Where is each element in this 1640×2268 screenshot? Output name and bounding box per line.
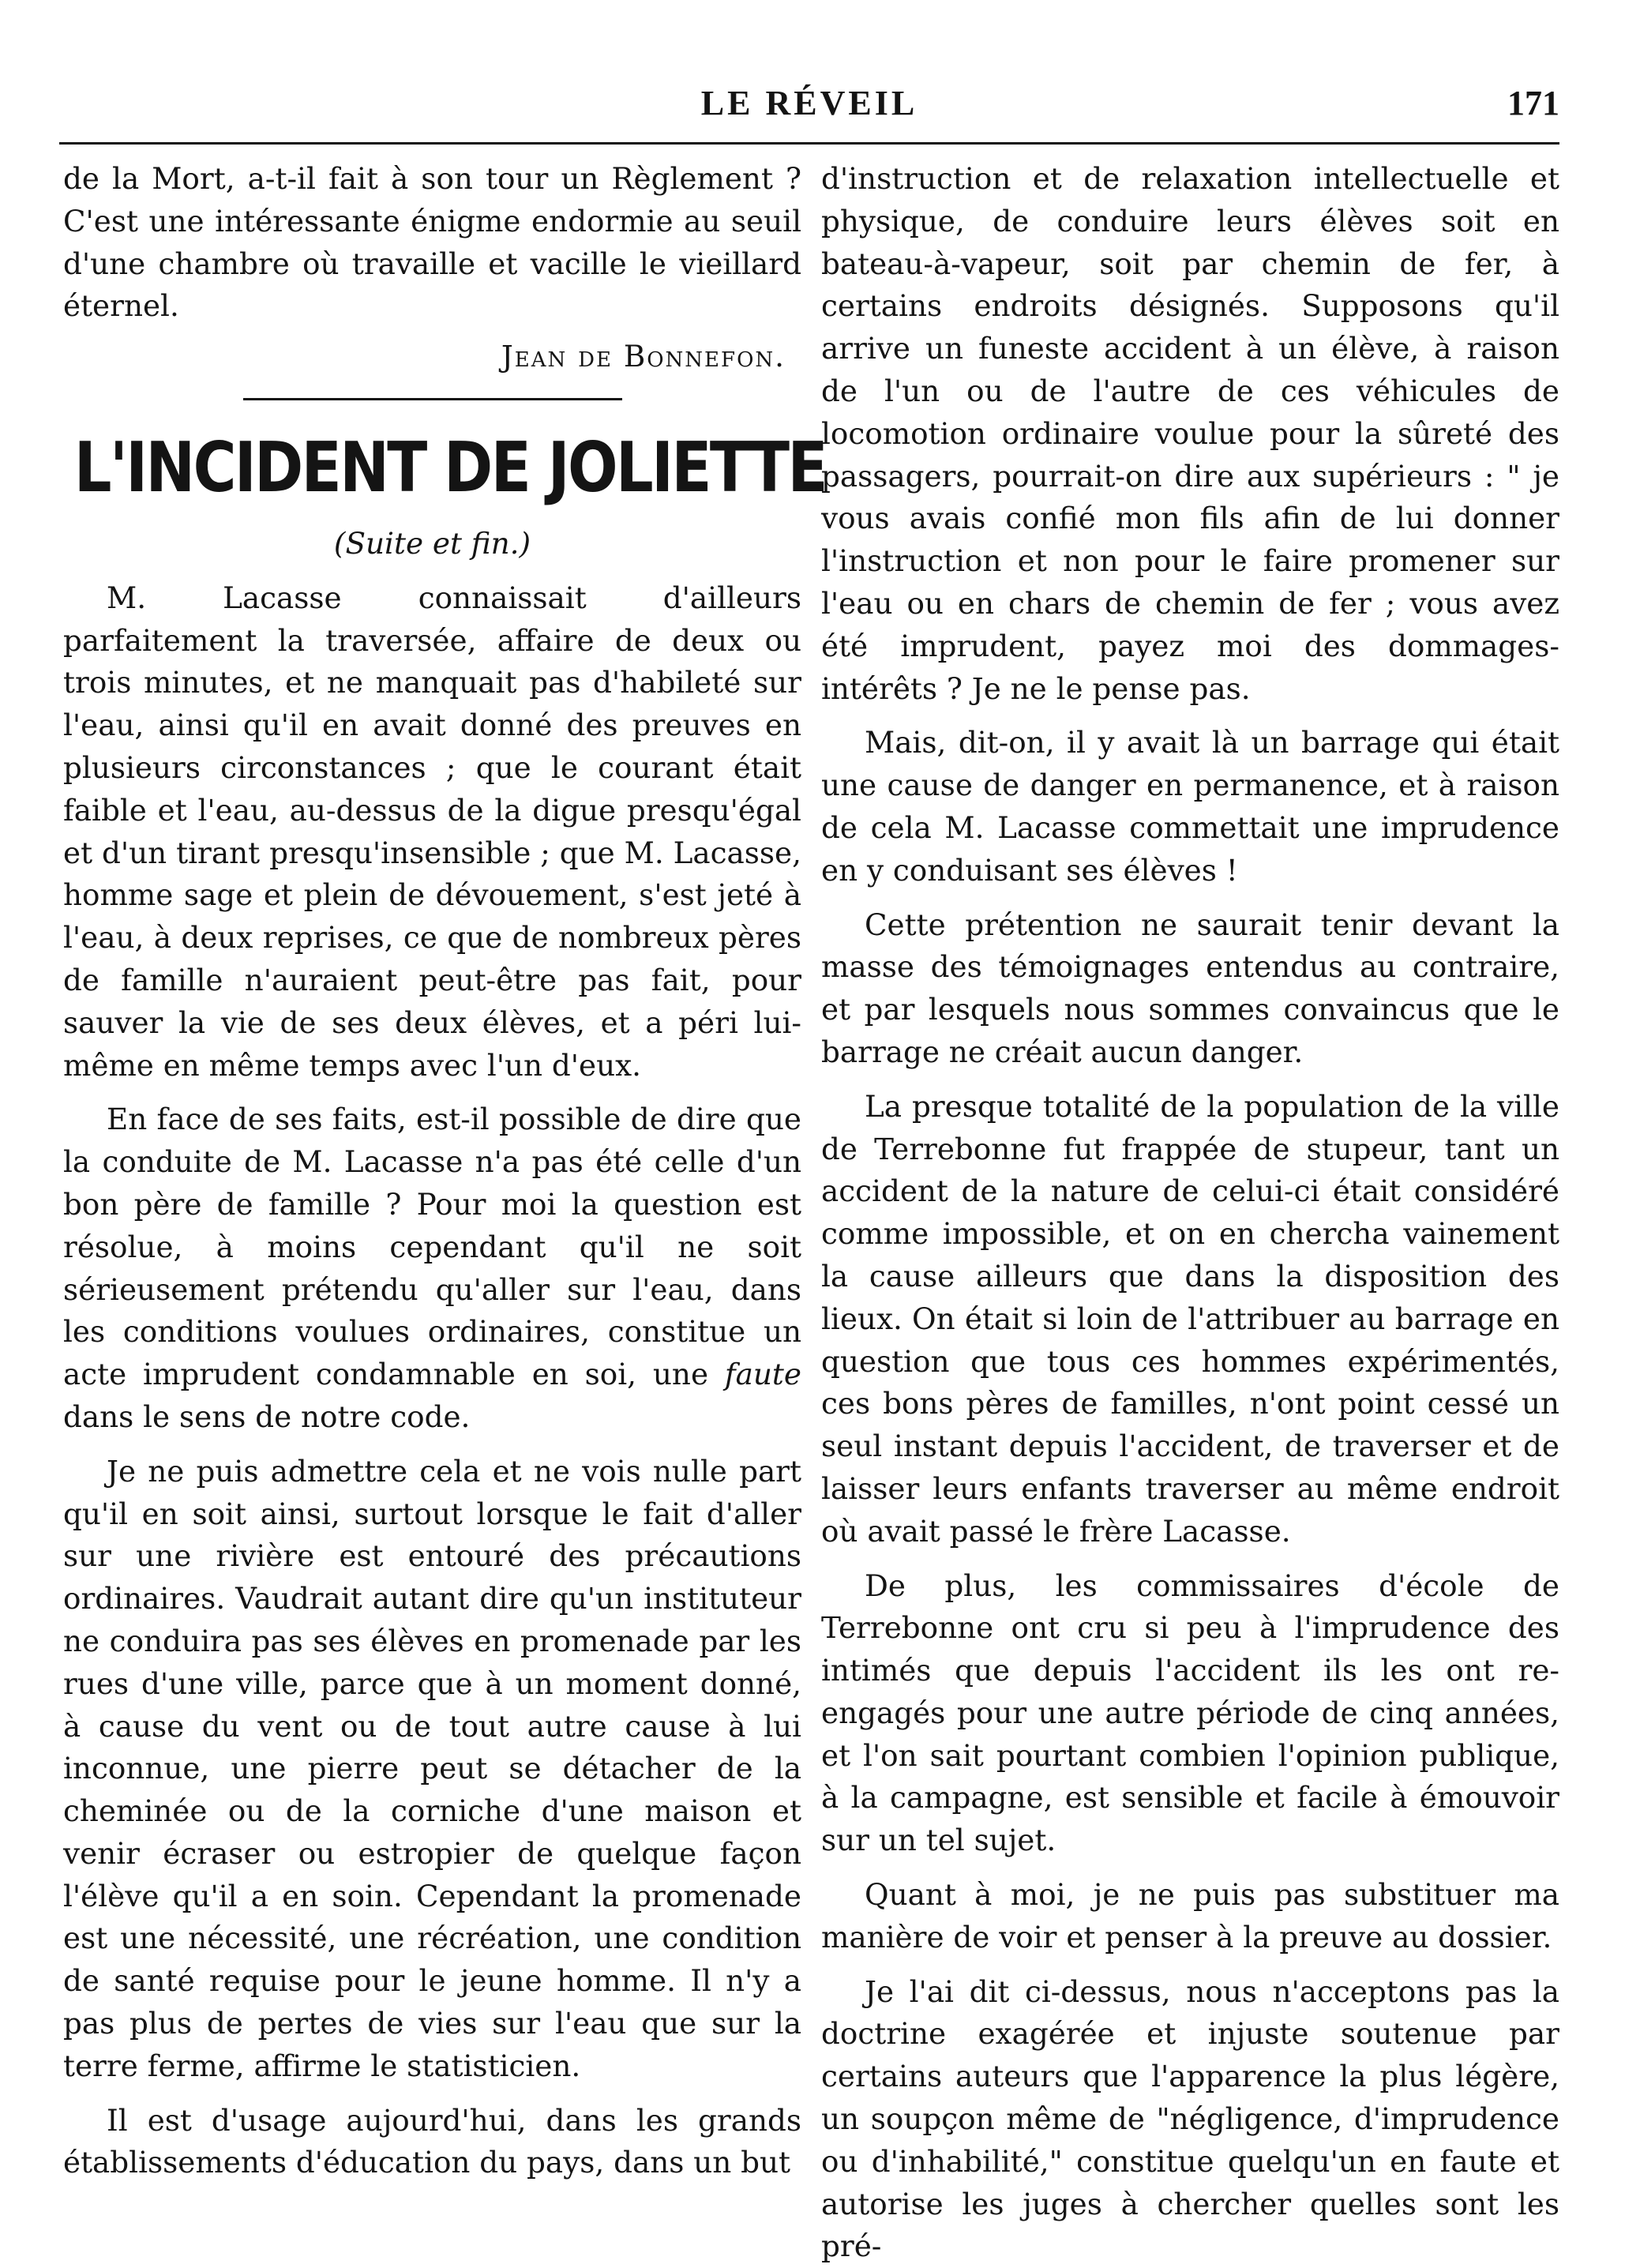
paragraph: M. Lacasse connaissait d'ailleurs parfaitement la traversée, affaire de deux ou trois minutes, et ne manquait pas d'habileté sur l'eau, ainsi qu'il en avait donné des preuves en plusieurs circonstances ; que le courant était faible et l'eau, au-dessus de la digue presqu'égal et d'un tirant presqu'insensible ; que M. Lacasse, homme sage et plein de dévouement, s'est jeté à l'eau, à deux reprises, ce que de nombreux pères de famille n'auraient peut-être pas fait, pour sauver la vie de ses deux élèves, et a péri lui-même en même temps avec l'un d'eux.	[63, 580, 801, 1083]
page-number: 171	[1507, 84, 1559, 122]
author-signature: Jean de Bonnefon.	[501, 339, 786, 374]
paragraph	[63, 1098, 801, 1438]
paragraph: Je l'ai dit ci-dessus, nous n'acceptons pas la doctrine exagérée et injuste soutenue par certains auteurs que l'apparence la plus légère, un soupçon même de "négligence, d'imprudence ou d'inhabilité," constitue quelqu'un en faute et autorise les juges à chercher quelles sont les pré-	[821, 1973, 1559, 2264]
article-divider	[243, 398, 622, 400]
right-column	[821, 158, 1559, 2268]
paragraph: La presque totalité de la population de la ville de Terrebonne fut frappée de stupeur, tant un accident de la nature de celui-ci était considéré comme impossible, et on en chercha vainement la cause ailleurs que dans la disposition des lieux. On était si loin de l'attribuer au barrage en question que tous ces hommes expérimentés, ces bons pères de familles, n'ont point cessé un seul instant depuis l'accident, de traverser et de laisser leurs enfants traverser au même endroit où avait passé le frère Lacasse.	[821, 1088, 1559, 1549]
previous-article-ending: de la Mort, a-t-il fait à son tour un Règlement ? C'est une intéressante énigme endormie au seuil d'une chambre où travaille et vacille le vieillard éternel.	[63, 161, 801, 324]
paragraph: De plus, les commissaires d'école de Terrebonne ont cru si peu à l'imprudence des intimés que depuis l'accident ils les ont re-engagés pour une autre période de cinq années, et l'on sait pourtant combien l'opinion publique, à la campagne, est sensible et facile à émouvoir sur un tel sujet.	[821, 1568, 1559, 1858]
article-subtitle: (Suite et fin.)	[333, 525, 531, 561]
page-header	[59, 83, 1559, 130]
running-title: LE RÉVEIL	[700, 84, 918, 122]
paragraph: Quant à moi, je ne puis pas substituer ma manière de voir et penser à la preuve au dossier.	[821, 1877, 1559, 1954]
left-column	[63, 158, 827, 2184]
emphasized-word: faute	[724, 1357, 801, 1392]
paragraph: Cette prétention ne saurait tenir devant la masse des témoignages entendus au contraire, et par lesquels nous sommes convaincus que le barrage ne créait aucun danger.	[821, 907, 1559, 1069]
header-divider	[59, 142, 1559, 145]
paragraph: Je ne puis admettre cela et ne vois nulle part qu'il en soit ainsi, surtout lorsque le fait d'aller sur une rivière est entouré des précautions ordinaires. Vaudrait autant dire qu'un instituteur ne conduira pas ses élèves en promenade par les rues d'une ville, parce que à un moment donné, à cause du vent ou de tout autre cause à lui inconnue, une pierre peut se détacher de la cheminée ou de la corniche d'une maison et venir écraser ou estropier de quelque façon l'élève qu'il a en soin. Cependant la promenade est une nécessité, une récréation, une condition de santé requise pour le jeune homme. Il n'y a pas plus de pertes de vies sur l'eau que sur la terre ferme, affirme le statisticien.	[63, 1453, 801, 2083]
article-headline: L'INCIDENT DE JOLIETTE	[73, 426, 827, 508]
paragraph: Il est d'usage aujourd'hui, dans les grands établissements d'éducation du pays, dans un but	[63, 2102, 801, 2180]
paragraph-text: En face de ses faits, est-il possible de dire que la conduite de M. Lacasse n'a pas été celle d'un bon père de famille ? Pour moi la question est résolue, à moins cependant qu'il ne soit sérieusement prétendu qu'aller sur l'eau, dans les conditions voulues ordinaires, constitue un acte imprudent condamnable en soi, une	[63, 1102, 801, 1392]
paragraph-text: dans le sens de notre code.	[63, 1399, 471, 1434]
paragraph: Mais, dit-on, il y avait là un barrage qui était une cause de danger en permanence, et à raison de cela M. Lacasse commettait une imprudence en y conduisant ses élèves !	[821, 725, 1559, 888]
paragraph: d'instruction et de relaxation intellectuelle et physique, de conduire leurs élèves soit en bateau-à-vapeur, soit par chemin de fer, à certains endroits désignés. Supposons qu'il arrive un funeste accident à un élève, à raison de l'un ou de l'autre de ces véhicules de locomotion ordinaire voulue pour la sûreté des passagers, pourrait-on dire aux supérieurs : " je vous avais confié mon fils afin de lui donner l'instruction et non pour le faire promener sur l'eau ou en chars de chemin de fer ; vous avez été imprudent, payez moi des dommages-intérêts ? Je ne le pense pas.	[821, 161, 1559, 706]
